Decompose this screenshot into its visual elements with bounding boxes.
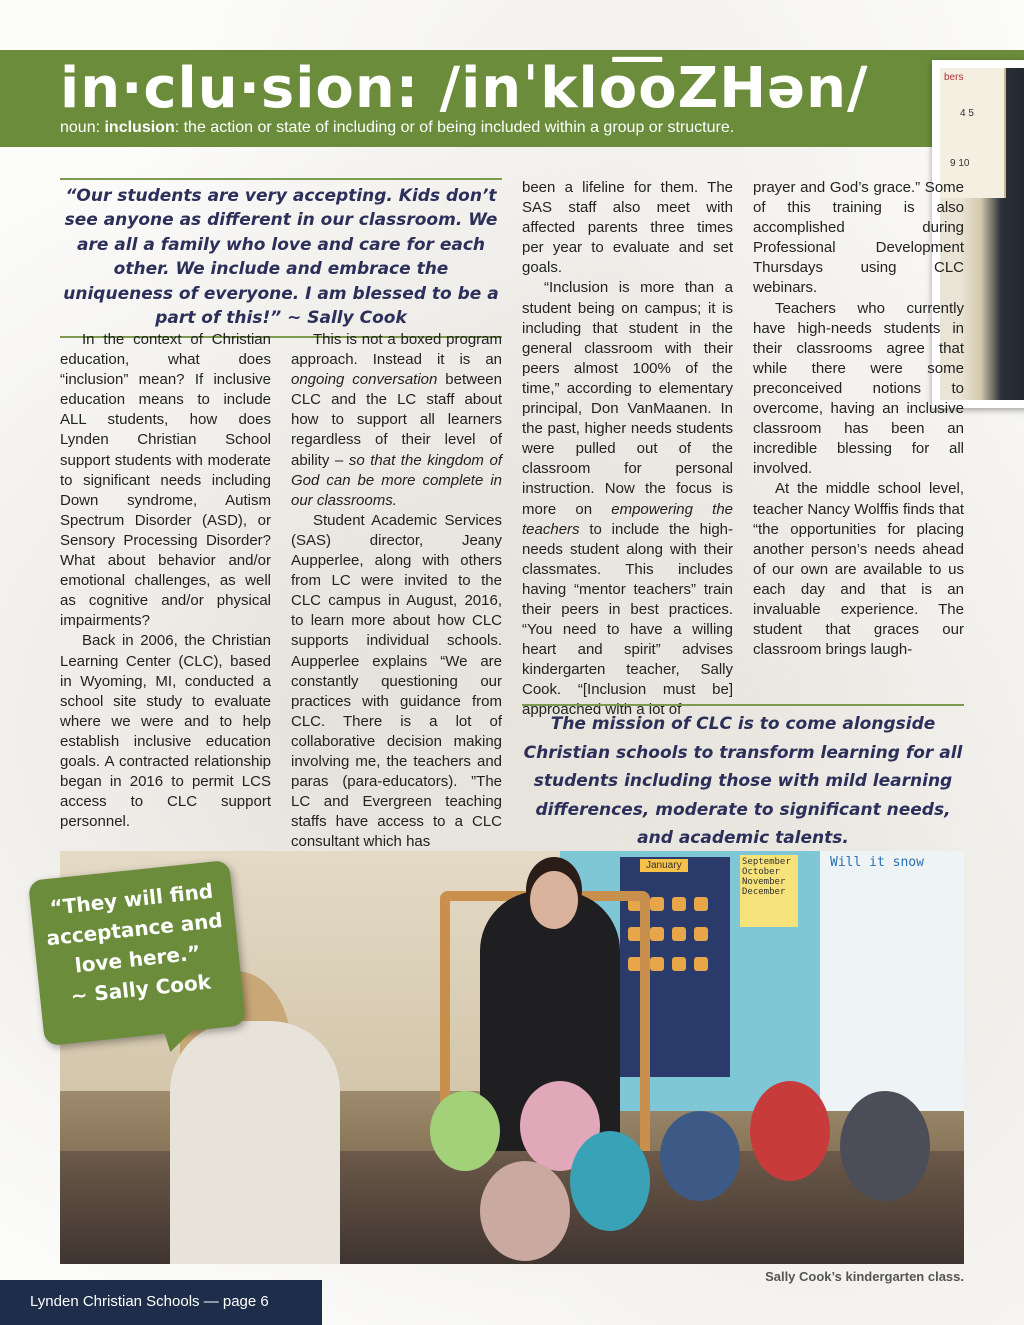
paragraph: In the context of Christian education, what does “inclusion” mean? If inclusive education means to include ALL students, how does Lynden Christian School support students with moderate to significant needs including Down syndrome, Autism Spectrum Disorder (ASD), or Sensory Processing Disorder? What about behavior and/or emotional challenges, as well as cognitive and/or physical impairments?	[60, 331, 271, 630]
article-column-2	[291, 330, 502, 852]
definition-line	[60, 119, 734, 137]
student	[660, 1111, 740, 1201]
wall-poster: bers 4 5 9 10	[940, 68, 1006, 198]
student	[840, 1091, 930, 1201]
page-title: in·clu·sion: /inˈklo͞oZHən/	[60, 56, 869, 121]
paragraph: “Inclusion is more than a student being on campus; it is including that student in the general classroom with their peers almost 100% of the time,” according to elementary principal, Don VanMaanen. In the past, higher needs students were pulled out of the classroom for personal instruction. Now the focus is more on empowering the teachers to include the high-needs student along with their classmates. This includes having “mentor teachers” train their peers in best practices. “You need to have a willing heart and spirit” advises kindergarten teacher, Sally Cook. “[Inclusion must be] approached with a lot of	[522, 279, 733, 719]
paragraph: Back in 2006, the Christian Learning Center (CLC), based in Wyoming, MI, conducted a school site study to evaluate where we were and to help establish inclusive education goals. A contracted relationship began in 2016 to permit LCS access to CLC support personnel.	[60, 632, 271, 831]
student	[430, 1091, 500, 1171]
title-banner	[0, 50, 1024, 147]
months-sign: September October November December	[740, 855, 798, 927]
aide	[170, 1021, 340, 1264]
bubble-quote: “They will find acceptance and love here.” ~ Sally Cook	[45, 878, 224, 1009]
definition-term: inclusion	[104, 119, 175, 136]
article-column-1	[60, 330, 271, 832]
student	[570, 1131, 650, 1231]
footer-text: Lynden Christian Schools — page 6	[30, 1293, 269, 1310]
footer	[0, 1280, 322, 1325]
definition-text: : the action or state of including or of being included within a group or structure.	[174, 119, 735, 136]
article-column-4	[753, 178, 964, 660]
photo-caption: Sally Cook’s kindergarten class.	[765, 1269, 964, 1284]
month-sign: January	[640, 859, 688, 872]
pull-quote: “Our students are very accepting. Kids don’t see anyone as different in our classroom. We are all a family who love and care for each other. We include and embrace the uniqueness of everyone. I am blessed to be a part of this!” ~ Sally Cook	[60, 178, 502, 338]
snow-board	[820, 851, 964, 1111]
paragraph: Student Academic Services (SAS) director, Jeany Aupperlee, along with others from LC were invited to the CLC campus in August, 2016, to learn more about how CLC supports individual schools. Aupperlee explains “We are constantly questioning our practices with guidance from CLC. There is a lot of collaborative decision making involving me, the teachers and paras (para-educators). ”The LC and Evergreen teaching staffs have access to a CLC consultant which has	[291, 511, 502, 851]
paragraph: At the middle school level, teacher Nancy Wolffis finds that “the opportunities for placing another person’s needs ahead of our own are available to us each day and that is an invaluable experience. The student that graces our classroom brings laugh-	[753, 480, 964, 659]
paragraph: This is not a boxed program approach. Instead it is an ongoing conversation between CLC and the LC staff about how to support all learners regardless of their level of ability – so that the kingdom of God can be more complete in our classrooms.	[291, 331, 502, 509]
article-column-3	[522, 178, 733, 721]
paragraph: Teachers who currently have high-needs students in their classrooms agree that while there were some preconceived notions to overcome, having an inclusive classroom has been an incredible blessing for all involved.	[753, 299, 964, 478]
paragraph: been a lifeline for them. The SAS staff also meet with affected parents three times per year to evaluate and set goals.	[522, 179, 733, 277]
student	[480, 1161, 570, 1261]
mission-quote: The mission of CLC is to come alongside Christian schools to transform learning for all students including those with mild learning differences, moderate to significant needs, and academic talents.	[522, 704, 964, 859]
snow-banner: Will it snow	[830, 855, 924, 870]
speech-bubble	[28, 860, 246, 1046]
teacher-head	[530, 871, 578, 929]
student	[750, 1081, 830, 1181]
definition-prefix: noun:	[60, 119, 105, 136]
paragraph: prayer and God’s grace.” Some of this training is also accomplished during Professional Development Thursdays using CLC webinars.	[753, 179, 964, 297]
